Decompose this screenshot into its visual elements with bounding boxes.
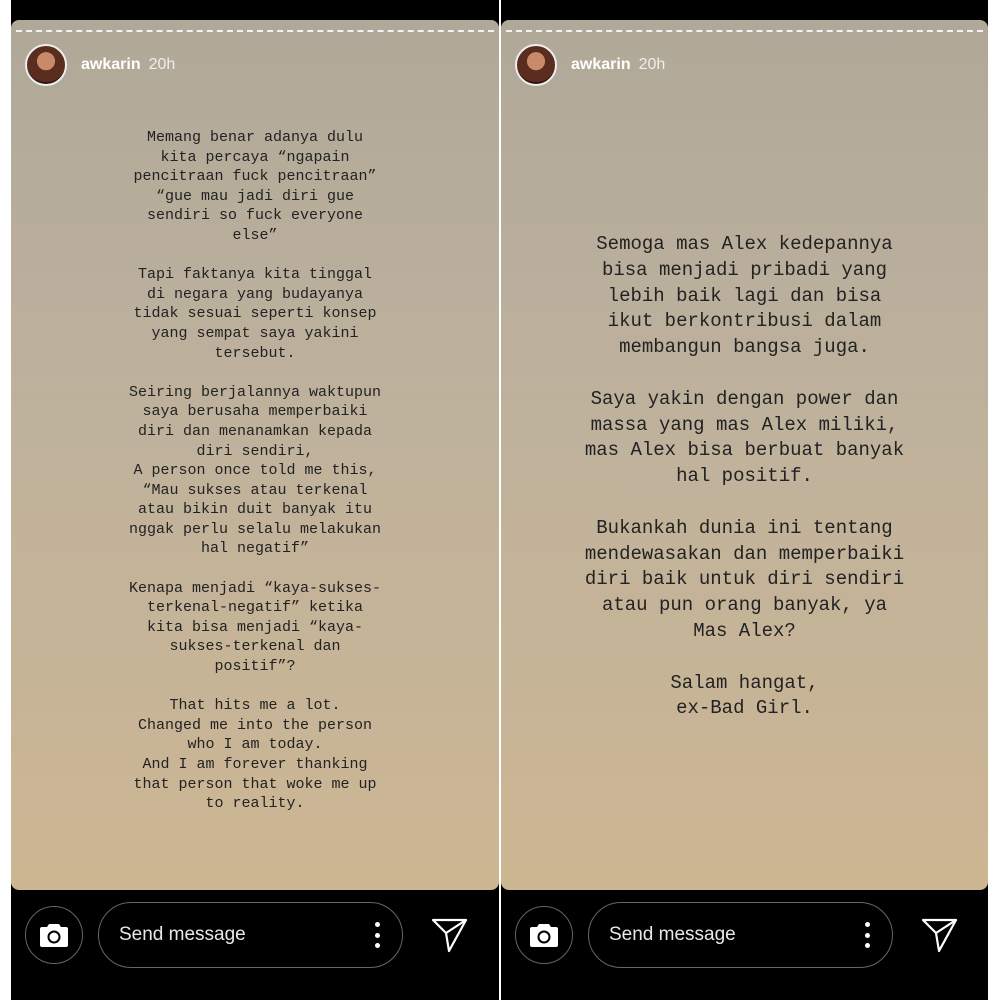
story-card[interactable] (11, 20, 499, 890)
story-progress-bar (16, 30, 494, 32)
story-progress-bar (506, 30, 983, 32)
story-header (25, 44, 175, 86)
send-message-input[interactable] (98, 902, 403, 968)
username[interactable]: awkarin (571, 56, 631, 73)
username[interactable]: awkarin (81, 56, 141, 73)
camera-button[interactable] (25, 906, 83, 964)
send-message-input[interactable] (588, 902, 893, 968)
reply-bar (11, 890, 499, 1000)
story-text: Semoga mas Alex kedepannya bisa menjadi pribadi yang lebih baik lagi dan bisa ikut berkontribusi dalam membangun bangsa juga. Saya yakin dengan power dan massa yang mas Alex miliki, mas Alex bisa berbuat banyak hal positif. Bukankah dunia ini tentang mendewasakan dan memperbaiki diri baik untuk diri sendiri atau pun orang banyak, ya Mas Alex? Salam hangat, ex-Bad Girl. (584, 233, 905, 720)
camera-button[interactable] (515, 906, 573, 964)
camera-icon (39, 922, 69, 948)
post-time: 20h (148, 56, 176, 73)
message-placeholder: Send message (119, 924, 246, 945)
avatar[interactable] (515, 44, 557, 86)
message-placeholder: Send message (609, 924, 736, 945)
camera-icon (529, 922, 559, 948)
send-icon[interactable] (921, 916, 959, 954)
story-text: Memang benar adanya dulu kita percaya “ngapain pencitraan fuck pencitraan” “gue mau jadi diri gue sendiri so fuck everyone else” Tapi faktanya kita tinggal di negara yang budayanya tidak sesuai seperti konsep yang sempat saya yakini tersebut. Seiring berjalannya waktupun saya berusaha memperbaiki diri dan menanamkan kepada diri sendiri, A person once told me this, “Mau sukses atau terkenal atau bikin duit banyak itu nggak perlu selalu melakukan hal negatif” Kenapa menjadi “kaya-sukses- terkenal-negatif” ketika kita bisa menjadi “kaya- sukses-terkenal dan positif”? That hits me a lot. Changed me into the person who I am today. And I am forever thanking that person that woke me up to reality. (128, 129, 382, 813)
send-icon[interactable] (431, 916, 469, 954)
reply-bar (501, 890, 988, 1000)
story-card[interactable] (501, 20, 988, 890)
story-panel-right[interactable] (501, 0, 988, 1000)
post-time: 20h (638, 56, 666, 73)
more-vertical-icon[interactable] (864, 922, 870, 948)
avatar[interactable] (25, 44, 67, 86)
more-vertical-icon[interactable] (374, 922, 380, 948)
story-header (515, 44, 665, 86)
story-panel-left[interactable] (11, 0, 499, 1000)
